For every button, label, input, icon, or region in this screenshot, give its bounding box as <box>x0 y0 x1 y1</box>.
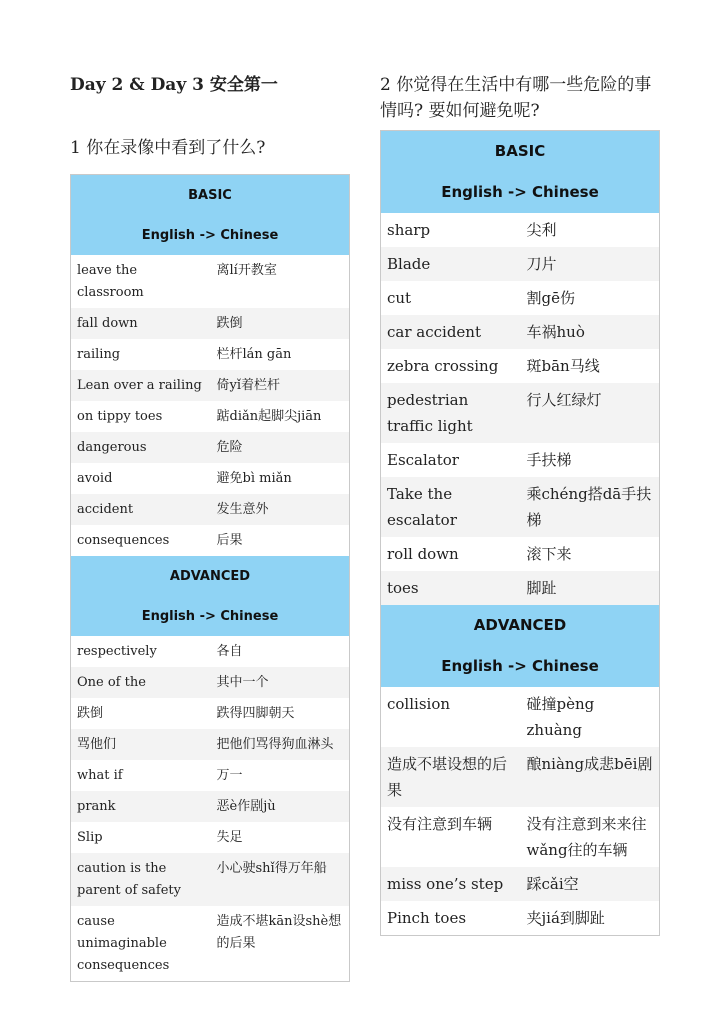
vocab-chinese: 失足 <box>211 822 350 853</box>
vocab-english: consequences <box>71 525 211 556</box>
vocab-chinese: 尖利 <box>521 213 660 247</box>
vocab-chinese: 小心驶shǐ得万年船 <box>211 853 350 906</box>
vocab-english: Slip <box>71 822 211 853</box>
vocab-chinese: 避免bì miǎn <box>211 463 350 494</box>
vocab-row <box>381 281 660 315</box>
vocab-chinese: 手扶梯 <box>521 443 660 477</box>
vocab-row <box>71 822 350 853</box>
vocab-english: cut <box>381 281 521 315</box>
vocab-row <box>71 636 350 667</box>
left-column <box>70 72 350 982</box>
vocab-row <box>381 571 660 605</box>
vocab-chinese: 酿niàng成悲bēi剧 <box>521 747 660 807</box>
vocab-chinese: 滚下来 <box>521 537 660 571</box>
vocab-english: One of the <box>71 667 211 698</box>
advanced-subheader: English -> Chinese <box>381 646 660 687</box>
vocab-row <box>71 255 350 308</box>
vocab-chinese: 跌得四脚朝天 <box>211 698 350 729</box>
vocab-row <box>381 537 660 571</box>
vocab-chinese: 车祸huò <box>521 315 660 349</box>
vocab-row <box>71 339 350 370</box>
vocab-english: 没有注意到车辆 <box>381 807 521 867</box>
vocab-row <box>71 698 350 729</box>
vocab-row <box>71 853 350 906</box>
vocab-row <box>381 315 660 349</box>
vocab-english: leave the classroom <box>71 255 211 308</box>
vocab-chinese: 把他们骂得狗血淋头 <box>211 729 350 760</box>
vocab-chinese: 乘chéng搭dā手扶梯 <box>521 477 660 537</box>
vocab-chinese: 栏杆lán gān <box>211 339 350 370</box>
vocab-chinese: 离lí开教室 <box>211 255 350 308</box>
vocab-english: miss one’s step <box>381 867 521 901</box>
vocab-table-right <box>380 130 660 936</box>
vocab-row <box>381 867 660 901</box>
vocab-english: Lean over a railing <box>71 370 211 401</box>
vocab-chinese: 后果 <box>211 525 350 556</box>
vocab-row <box>381 477 660 537</box>
vocab-row <box>71 760 350 791</box>
vocab-row <box>381 443 660 477</box>
vocab-english: accident <box>71 494 211 525</box>
vocab-english: respectively <box>71 636 211 667</box>
vocab-english: what if <box>71 760 211 791</box>
vocab-chinese: 碰撞pèng zhuàng <box>521 687 660 747</box>
advanced-subheader: English -> Chinese <box>71 596 350 636</box>
vocab-chinese: 发生意外 <box>211 494 350 525</box>
vocab-english: car accident <box>381 315 521 349</box>
vocab-row <box>71 463 350 494</box>
vocab-row <box>71 791 350 822</box>
vocab-chinese: 危险 <box>211 432 350 463</box>
vocab-chinese: 踩cǎi空 <box>521 867 660 901</box>
vocab-row <box>71 729 350 760</box>
vocab-english: Pinch toes <box>381 901 521 936</box>
vocab-row <box>381 901 660 936</box>
vocab-english: 跌倒 <box>71 698 211 729</box>
vocab-chinese: 跌倒 <box>211 308 350 339</box>
vocab-chinese: 恶è作剧jù <box>211 791 350 822</box>
vocab-chinese: 其中一个 <box>211 667 350 698</box>
vocab-chinese: 夹jiá到脚趾 <box>521 901 660 936</box>
vocab-english: caution is the parent of safety <box>71 853 211 906</box>
vocab-row <box>381 247 660 281</box>
vocab-english: Escalator <box>381 443 521 477</box>
vocab-row <box>381 349 660 383</box>
vocab-english: zebra crossing <box>381 349 521 383</box>
right-basic-rows <box>381 213 660 605</box>
vocab-chinese: 造成不堪kān设shè想的后果 <box>211 906 350 982</box>
advanced-label: ADVANCED <box>381 605 660 646</box>
vocab-chinese: 没有注意到来来往wǎng往的车辆 <box>521 807 660 867</box>
vocab-row <box>71 370 350 401</box>
vocab-chinese: 脚趾 <box>521 571 660 605</box>
basic-subheader: English -> Chinese <box>71 215 350 255</box>
vocab-english: fall down <box>71 308 211 339</box>
vocab-chinese: 万一 <box>211 760 350 791</box>
vocab-english: on tippy toes <box>71 401 211 432</box>
vocab-english: 造成不堪设想的后果 <box>381 747 521 807</box>
vocab-english: toes <box>381 571 521 605</box>
right-advanced-rows <box>381 687 660 936</box>
vocab-row <box>71 308 350 339</box>
left-advanced-rows <box>71 636 350 982</box>
vocab-row <box>71 401 350 432</box>
vocab-chinese: 刀片 <box>521 247 660 281</box>
basic-label: BASIC <box>381 131 660 173</box>
vocab-row <box>71 525 350 556</box>
vocab-row <box>381 687 660 747</box>
vocab-row <box>71 906 350 982</box>
left-basic-rows <box>71 255 350 556</box>
advanced-label: ADVANCED <box>71 556 350 596</box>
vocab-row <box>71 432 350 463</box>
vocab-english: collision <box>381 687 521 747</box>
vocab-english: avoid <box>71 463 211 494</box>
vocab-table-left <box>70 174 350 982</box>
vocab-row <box>381 383 660 443</box>
vocab-english: prank <box>71 791 211 822</box>
vocab-row <box>71 667 350 698</box>
vocab-row <box>381 747 660 807</box>
vocab-english: dangerous <box>71 432 211 463</box>
vocab-english: Take the escalator <box>381 477 521 537</box>
vocab-english: railing <box>71 339 211 370</box>
question-1: 1 你在录像中看到了什么? <box>70 138 266 158</box>
vocab-english: cause unimaginable consequences <box>71 906 211 982</box>
vocab-english: pedestrian traffic light <box>381 383 521 443</box>
basic-label: BASIC <box>71 175 350 216</box>
vocab-chinese: 斑bān马线 <box>521 349 660 383</box>
basic-subheader: English -> Chinese <box>381 172 660 213</box>
right-column <box>380 72 660 936</box>
vocab-row <box>71 494 350 525</box>
vocab-chinese: 割gē伤 <box>521 281 660 315</box>
vocab-english: sharp <box>381 213 521 247</box>
vocab-english: Blade <box>381 247 521 281</box>
vocab-english: roll down <box>381 537 521 571</box>
question-2: 2 你觉得在生活中有哪一些危险的事情吗? 要如何避免呢? <box>380 75 652 121</box>
vocab-chinese: 踮diǎn起脚尖jiān <box>211 401 350 432</box>
vocab-english: 骂他们 <box>71 729 211 760</box>
vocab-chinese: 倚yǐ着栏杆 <box>211 370 350 401</box>
vocab-chinese: 各自 <box>211 636 350 667</box>
vocab-chinese: 行人红绿灯 <box>521 383 660 443</box>
vocab-row <box>381 213 660 247</box>
vocab-row <box>381 807 660 867</box>
page-title: Day 2 & Day 3 安全第一 <box>70 75 278 95</box>
